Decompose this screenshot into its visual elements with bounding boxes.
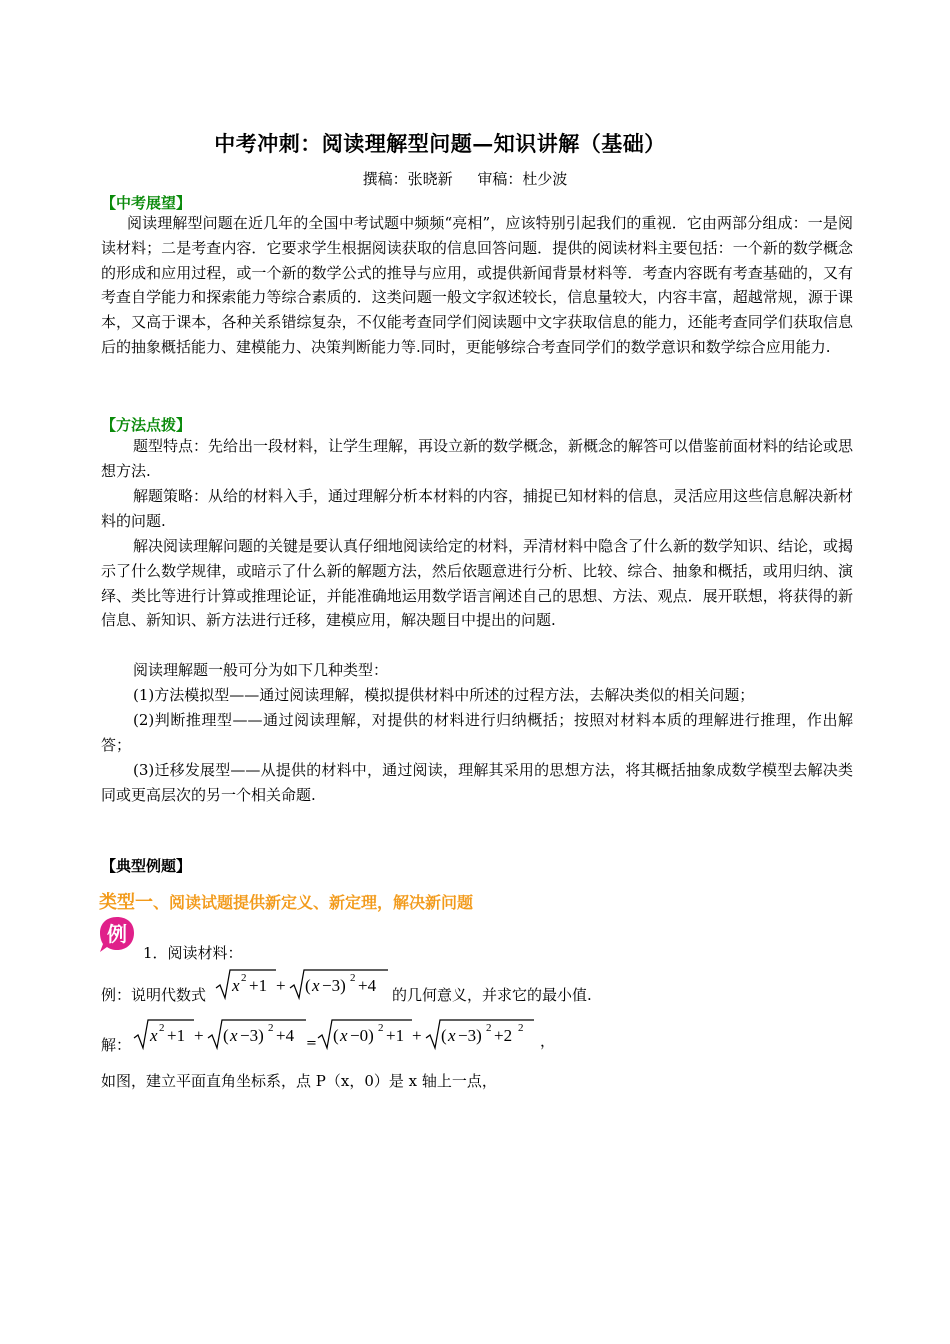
svg-text:x: x <box>312 976 320 995</box>
outlook-paragraph: 阅读理解型问题在近几年的全国中考试题中频频“亮相”，应该特别引起我们的重视．它由两部分组成：一是阅读材料；二是考查内容．它要求学生根据阅读获取的信息回答问题．提供的阅读材料主要包括：一个新的数学概念的形成和应用过程，或一个新的数学公式的推导与应用，或提供新闻背景材料等．考查内容既有考查基础的，又有考查自学能力和探索能力等综合素质的．这类问题一般文字叙述较长，信息量较大，内容丰富，超越常规，源于课本，又高于课本，各种关系错综复杂，不仅能考查同学们阅读题中文字获取信息的能力，还能考查同学们获取信息后的抽象概括能力、建模能力、决策判断能力等.同时，更能够综合考查同学们的数学意识和数学综合应用能力. <box>101 214 853 356</box>
solution-comma: ， <box>540 1032 556 1050</box>
svg-text:x: x <box>232 976 240 995</box>
svg-text:+1: +1 <box>249 976 268 995</box>
svg-text:x: x <box>340 1026 348 1045</box>
svg-text:2: 2 <box>159 1022 165 1034</box>
example-badge-char: 例 <box>107 922 127 946</box>
section-heading-methods: 【方法点拨】 <box>101 416 192 434</box>
svg-text:x: x <box>230 1026 238 1045</box>
methods-item2: (2)判断推理型——通过阅读理解，对提供的材料进行归纳概括；按照对材料本质的理解进行推理，作出解答； <box>101 711 853 754</box>
svg-text:−3): −3) <box>322 976 346 995</box>
page-title: 中考冲刺：阅读理解型问题—知识讲解（基础） <box>214 131 666 156</box>
svg-text:2: 2 <box>518 1022 524 1034</box>
svg-text:x: x <box>150 1026 158 1045</box>
svg-text:2: 2 <box>241 972 247 984</box>
svg-text:+: + <box>194 1026 204 1045</box>
svg-text:−3): −3) <box>240 1026 264 1045</box>
svg-text:+1: +1 <box>386 1026 405 1045</box>
example-badge-icon <box>97 914 137 954</box>
example-prefix: 例：说明代数式 <box>101 986 207 1004</box>
writer: 撰稿：张晓新 <box>362 170 453 188</box>
type-one-heading <box>99 888 473 914</box>
solution-lhs <box>132 1016 310 1052</box>
solution-equals: = <box>306 1036 317 1051</box>
svg-text:(: ( <box>333 1026 339 1045</box>
section-heading-examples: 【典型例题】 <box>101 857 192 875</box>
methods-item3: (3)迁移发展型——从提供的材料中，通过阅读，理解其采用的思想方法，将其概括抽象成数学模型去解决类同或更高层次的另一个相关命题. <box>101 761 853 804</box>
svg-text:2: 2 <box>268 1022 274 1034</box>
svg-text:2: 2 <box>378 1022 384 1034</box>
methods-item1: (1)方法模拟型——通过阅读理解，模拟提供材料中所述的过程方法，去解决类似的相关问题； <box>133 686 755 704</box>
svg-text:+4: +4 <box>276 1026 295 1045</box>
type-one-desc: 、阅读试题提供新定义、新定理，解决新问题 <box>153 893 474 912</box>
methods-p4: 阅读理解题一般可分为如下几种类型： <box>133 661 389 679</box>
svg-text:−3): −3) <box>458 1026 482 1045</box>
svg-text:+: + <box>412 1026 422 1045</box>
methods-p3: 解决阅读理解问题的关键是要认真仔细地阅读给定的材料，弄清材料中隐含了什么新的数学知识、结论，或揭示了什么数学规律，或暗示了什么新的解题方法，然后依题意进行分析、比较、综合、抽象和概括，或用归纳、演绎、类比等进行计算或推理论证，并能准确地运用数学语言阐述自己的思想、方法、观点．展开联想，将获得的新信息、新知识、新方法进行迁移，建模应用，解决题目中提出的问题. <box>101 537 854 630</box>
svg-text:+4: +4 <box>358 976 377 995</box>
example-suffix: 的几何意义，并求它的最小值. <box>392 986 592 1004</box>
svg-text:+2: +2 <box>494 1026 513 1045</box>
example-expression <box>214 966 392 1002</box>
svg-text:−0): −0) <box>350 1026 374 1045</box>
svg-text:+: + <box>276 976 286 995</box>
solution-prefix: 解： <box>101 1036 132 1054</box>
svg-text:(: ( <box>441 1026 447 1045</box>
methods-p2: 解题策略：从给的材料入手，通过理解分析本材料的内容，捕捉已知材料的信息，灵活应用这些信息解决新材料的问题. <box>101 487 854 530</box>
svg-text:2: 2 <box>486 1022 492 1034</box>
svg-text:+1: +1 <box>167 1026 186 1045</box>
methods-p1: 题型特点：先给出一段材料，让学生理解，再设立新的数学概念，新概念的解答可以借鉴前面材料的结论或思想方法. <box>101 437 854 480</box>
svg-text:(: ( <box>305 976 311 995</box>
coordinate-line: 如图，建立平面直角坐标系，点 P（x，0）是 x 轴上一点， <box>101 1072 497 1090</box>
svg-text:(: ( <box>223 1026 229 1045</box>
type-one-label: 类型一 <box>99 892 153 913</box>
reviewer: 审稿：杜少波 <box>477 170 568 188</box>
question-1-label: 1．阅读材料： <box>143 944 243 962</box>
authors-line <box>0 168 930 189</box>
svg-text:x: x <box>448 1026 456 1045</box>
svg-text:2: 2 <box>350 972 356 984</box>
solution-rhs <box>316 1016 538 1052</box>
section-heading-outlook: 【中考展望】 <box>101 194 192 212</box>
